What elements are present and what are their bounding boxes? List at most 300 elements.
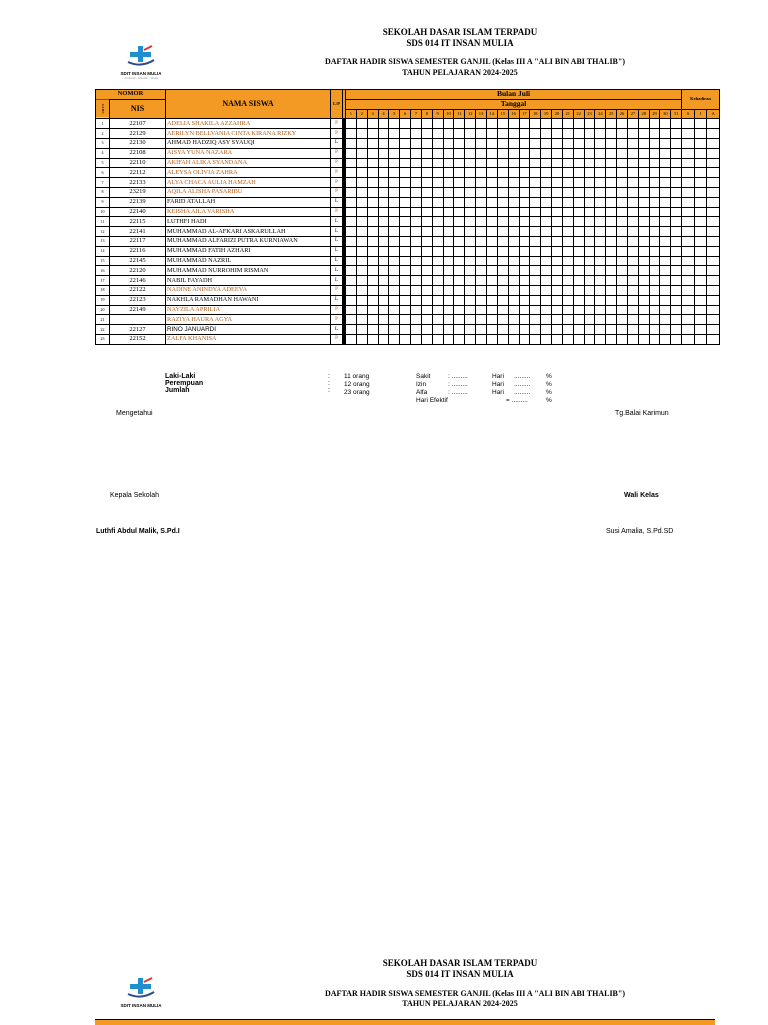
attendance-cell[interactable] xyxy=(432,148,443,158)
status-cell[interactable] xyxy=(707,138,720,148)
attendance-cell[interactable] xyxy=(400,295,411,305)
attendance-cell[interactable] xyxy=(476,266,487,276)
attendance-cell[interactable] xyxy=(638,217,649,227)
attendance-cell[interactable] xyxy=(508,246,519,256)
attendance-cell[interactable] xyxy=(497,315,508,325)
attendance-cell[interactable] xyxy=(454,325,465,335)
attendance-cell[interactable] xyxy=(367,236,378,246)
attendance-cell[interactable] xyxy=(617,295,628,305)
attendance-cell[interactable] xyxy=(627,236,638,246)
attendance-cell[interactable] xyxy=(465,148,476,158)
attendance-cell[interactable] xyxy=(638,236,649,246)
status-cell[interactable] xyxy=(707,285,720,295)
attendance-cell[interactable] xyxy=(595,256,606,266)
attendance-cell[interactable] xyxy=(530,197,541,207)
attendance-cell[interactable] xyxy=(346,148,357,158)
attendance-cell[interactable] xyxy=(356,178,367,188)
attendance-cell[interactable] xyxy=(432,187,443,197)
attendance-cell[interactable] xyxy=(638,256,649,266)
attendance-cell[interactable] xyxy=(508,285,519,295)
attendance-cell[interactable] xyxy=(346,119,357,129)
attendance-cell[interactable] xyxy=(519,178,530,188)
attendance-cell[interactable] xyxy=(411,295,422,305)
attendance-cell[interactable] xyxy=(617,276,628,286)
attendance-cell[interactable] xyxy=(454,295,465,305)
attendance-cell[interactable] xyxy=(660,236,671,246)
status-cell[interactable] xyxy=(682,119,695,129)
attendance-cell[interactable] xyxy=(476,295,487,305)
attendance-cell[interactable] xyxy=(421,217,432,227)
status-cell[interactable] xyxy=(707,129,720,139)
status-cell[interactable] xyxy=(694,276,707,286)
attendance-cell[interactable] xyxy=(671,285,682,295)
attendance-cell[interactable] xyxy=(356,158,367,168)
attendance-cell[interactable] xyxy=(356,325,367,335)
attendance-cell[interactable] xyxy=(573,227,584,237)
attendance-cell[interactable] xyxy=(346,138,357,148)
attendance-cell[interactable] xyxy=(617,266,628,276)
attendance-cell[interactable] xyxy=(367,276,378,286)
attendance-cell[interactable] xyxy=(617,187,628,197)
attendance-cell[interactable] xyxy=(617,325,628,335)
attendance-cell[interactable] xyxy=(541,129,552,139)
attendance-cell[interactable] xyxy=(530,285,541,295)
attendance-cell[interactable] xyxy=(573,217,584,227)
attendance-cell[interactable] xyxy=(627,138,638,148)
attendance-cell[interactable] xyxy=(389,236,400,246)
status-cell[interactable] xyxy=(682,305,695,315)
attendance-cell[interactable] xyxy=(660,197,671,207)
attendance-cell[interactable] xyxy=(584,168,595,178)
attendance-cell[interactable] xyxy=(367,325,378,335)
attendance-cell[interactable] xyxy=(552,276,563,286)
attendance-cell[interactable] xyxy=(356,256,367,266)
status-cell[interactable] xyxy=(694,119,707,129)
attendance-cell[interactable] xyxy=(671,217,682,227)
attendance-cell[interactable] xyxy=(584,187,595,197)
attendance-cell[interactable] xyxy=(595,246,606,256)
attendance-cell[interactable] xyxy=(660,168,671,178)
attendance-cell[interactable] xyxy=(367,217,378,227)
status-cell[interactable] xyxy=(707,148,720,158)
status-cell[interactable] xyxy=(694,148,707,158)
attendance-cell[interactable] xyxy=(541,138,552,148)
attendance-cell[interactable] xyxy=(454,246,465,256)
attendance-cell[interactable] xyxy=(671,256,682,266)
attendance-cell[interactable] xyxy=(671,207,682,217)
attendance-cell[interactable] xyxy=(432,217,443,227)
attendance-cell[interactable] xyxy=(541,276,552,286)
attendance-cell[interactable] xyxy=(465,236,476,246)
attendance-cell[interactable] xyxy=(378,325,389,335)
attendance-cell[interactable] xyxy=(389,207,400,217)
attendance-cell[interactable] xyxy=(389,334,400,344)
attendance-cell[interactable] xyxy=(443,138,454,148)
status-cell[interactable] xyxy=(682,295,695,305)
attendance-cell[interactable] xyxy=(541,217,552,227)
attendance-cell[interactable] xyxy=(367,256,378,266)
attendance-cell[interactable] xyxy=(562,148,573,158)
attendance-cell[interactable] xyxy=(627,197,638,207)
attendance-cell[interactable] xyxy=(617,119,628,129)
attendance-cell[interactable] xyxy=(400,236,411,246)
attendance-cell[interactable] xyxy=(562,217,573,227)
status-cell[interactable] xyxy=(694,315,707,325)
attendance-cell[interactable] xyxy=(660,325,671,335)
attendance-cell[interactable] xyxy=(552,168,563,178)
attendance-cell[interactable] xyxy=(660,119,671,129)
attendance-cell[interactable] xyxy=(411,207,422,217)
attendance-cell[interactable] xyxy=(562,187,573,197)
status-cell[interactable] xyxy=(682,217,695,227)
attendance-cell[interactable] xyxy=(497,158,508,168)
attendance-cell[interactable] xyxy=(508,276,519,286)
attendance-cell[interactable] xyxy=(411,236,422,246)
attendance-cell[interactable] xyxy=(617,178,628,188)
status-cell[interactable] xyxy=(694,236,707,246)
attendance-cell[interactable] xyxy=(378,187,389,197)
attendance-cell[interactable] xyxy=(627,285,638,295)
attendance-cell[interactable] xyxy=(530,138,541,148)
attendance-cell[interactable] xyxy=(443,315,454,325)
attendance-cell[interactable] xyxy=(617,246,628,256)
attendance-cell[interactable] xyxy=(432,246,443,256)
attendance-cell[interactable] xyxy=(497,138,508,148)
attendance-cell[interactable] xyxy=(627,295,638,305)
attendance-cell[interactable] xyxy=(508,325,519,335)
attendance-cell[interactable] xyxy=(432,305,443,315)
attendance-cell[interactable] xyxy=(432,158,443,168)
attendance-cell[interactable] xyxy=(486,119,497,129)
attendance-cell[interactable] xyxy=(476,334,487,344)
attendance-cell[interactable] xyxy=(573,148,584,158)
attendance-cell[interactable] xyxy=(389,246,400,256)
attendance-cell[interactable] xyxy=(541,325,552,335)
attendance-cell[interactable] xyxy=(562,246,573,256)
attendance-cell[interactable] xyxy=(400,148,411,158)
attendance-cell[interactable] xyxy=(443,119,454,129)
attendance-cell[interactable] xyxy=(476,256,487,266)
attendance-cell[interactable] xyxy=(497,276,508,286)
attendance-cell[interactable] xyxy=(519,129,530,139)
attendance-cell[interactable] xyxy=(584,207,595,217)
attendance-cell[interactable] xyxy=(356,295,367,305)
status-cell[interactable] xyxy=(707,168,720,178)
attendance-cell[interactable] xyxy=(649,334,660,344)
attendance-cell[interactable] xyxy=(627,246,638,256)
attendance-cell[interactable] xyxy=(389,187,400,197)
attendance-cell[interactable] xyxy=(367,246,378,256)
attendance-cell[interactable] xyxy=(465,325,476,335)
status-cell[interactable] xyxy=(694,246,707,256)
attendance-cell[interactable] xyxy=(638,295,649,305)
attendance-cell[interactable] xyxy=(367,197,378,207)
attendance-cell[interactable] xyxy=(573,197,584,207)
attendance-cell[interactable] xyxy=(476,187,487,197)
attendance-cell[interactable] xyxy=(432,138,443,148)
attendance-cell[interactable] xyxy=(486,236,497,246)
attendance-cell[interactable] xyxy=(346,197,357,207)
attendance-cell[interactable] xyxy=(389,285,400,295)
attendance-cell[interactable] xyxy=(454,217,465,227)
attendance-cell[interactable] xyxy=(346,246,357,256)
attendance-cell[interactable] xyxy=(606,256,617,266)
status-cell[interactable] xyxy=(682,227,695,237)
attendance-cell[interactable] xyxy=(627,305,638,315)
attendance-cell[interactable] xyxy=(627,178,638,188)
attendance-cell[interactable] xyxy=(400,207,411,217)
attendance-cell[interactable] xyxy=(443,266,454,276)
attendance-cell[interactable] xyxy=(519,236,530,246)
attendance-cell[interactable] xyxy=(606,138,617,148)
attendance-cell[interactable] xyxy=(541,119,552,129)
attendance-cell[interactable] xyxy=(671,168,682,178)
attendance-cell[interactable] xyxy=(486,276,497,286)
attendance-cell[interactable] xyxy=(346,236,357,246)
attendance-cell[interactable] xyxy=(378,256,389,266)
attendance-cell[interactable] xyxy=(627,187,638,197)
attendance-cell[interactable] xyxy=(638,148,649,158)
attendance-cell[interactable] xyxy=(389,325,400,335)
attendance-cell[interactable] xyxy=(497,178,508,188)
attendance-cell[interactable] xyxy=(660,207,671,217)
attendance-cell[interactable] xyxy=(486,256,497,266)
attendance-cell[interactable] xyxy=(638,129,649,139)
attendance-cell[interactable] xyxy=(508,207,519,217)
attendance-cell[interactable] xyxy=(367,295,378,305)
attendance-cell[interactable] xyxy=(411,266,422,276)
attendance-cell[interactable] xyxy=(541,305,552,315)
attendance-cell[interactable] xyxy=(454,197,465,207)
attendance-cell[interactable] xyxy=(476,285,487,295)
attendance-cell[interactable] xyxy=(356,285,367,295)
attendance-cell[interactable] xyxy=(552,119,563,129)
attendance-cell[interactable] xyxy=(595,158,606,168)
attendance-cell[interactable] xyxy=(595,148,606,158)
attendance-cell[interactable] xyxy=(356,207,367,217)
attendance-cell[interactable] xyxy=(573,325,584,335)
attendance-cell[interactable] xyxy=(638,119,649,129)
attendance-cell[interactable] xyxy=(465,295,476,305)
attendance-cell[interactable] xyxy=(573,256,584,266)
attendance-cell[interactable] xyxy=(421,168,432,178)
attendance-cell[interactable] xyxy=(530,129,541,139)
attendance-cell[interactable] xyxy=(411,325,422,335)
attendance-cell[interactable] xyxy=(552,305,563,315)
attendance-cell[interactable] xyxy=(584,148,595,158)
attendance-cell[interactable] xyxy=(562,305,573,315)
attendance-cell[interactable] xyxy=(421,187,432,197)
attendance-cell[interactable] xyxy=(389,217,400,227)
attendance-cell[interactable] xyxy=(486,305,497,315)
attendance-cell[interactable] xyxy=(649,158,660,168)
attendance-cell[interactable] xyxy=(454,305,465,315)
attendance-cell[interactable] xyxy=(346,295,357,305)
attendance-cell[interactable] xyxy=(476,138,487,148)
attendance-cell[interactable] xyxy=(617,315,628,325)
attendance-cell[interactable] xyxy=(476,197,487,207)
status-cell[interactable] xyxy=(682,158,695,168)
attendance-cell[interactable] xyxy=(595,187,606,197)
attendance-cell[interactable] xyxy=(476,217,487,227)
attendance-cell[interactable] xyxy=(617,207,628,217)
attendance-cell[interactable] xyxy=(519,305,530,315)
status-cell[interactable] xyxy=(694,295,707,305)
attendance-cell[interactable] xyxy=(562,227,573,237)
attendance-cell[interactable] xyxy=(454,129,465,139)
attendance-cell[interactable] xyxy=(389,227,400,237)
attendance-cell[interactable] xyxy=(486,168,497,178)
attendance-cell[interactable] xyxy=(367,266,378,276)
attendance-cell[interactable] xyxy=(411,305,422,315)
attendance-cell[interactable] xyxy=(346,207,357,217)
attendance-cell[interactable] xyxy=(649,246,660,256)
attendance-cell[interactable] xyxy=(389,315,400,325)
attendance-cell[interactable] xyxy=(552,178,563,188)
status-cell[interactable] xyxy=(682,276,695,286)
attendance-cell[interactable] xyxy=(627,266,638,276)
attendance-cell[interactable] xyxy=(562,138,573,148)
attendance-cell[interactable] xyxy=(552,246,563,256)
attendance-cell[interactable] xyxy=(378,158,389,168)
attendance-cell[interactable] xyxy=(671,227,682,237)
attendance-cell[interactable] xyxy=(421,148,432,158)
attendance-cell[interactable] xyxy=(476,276,487,286)
attendance-cell[interactable] xyxy=(346,276,357,286)
attendance-cell[interactable] xyxy=(595,168,606,178)
attendance-cell[interactable] xyxy=(432,315,443,325)
status-cell[interactable] xyxy=(682,334,695,344)
attendance-cell[interactable] xyxy=(530,305,541,315)
attendance-cell[interactable] xyxy=(541,315,552,325)
attendance-cell[interactable] xyxy=(421,276,432,286)
attendance-cell[interactable] xyxy=(541,266,552,276)
attendance-cell[interactable] xyxy=(400,138,411,148)
attendance-cell[interactable] xyxy=(649,187,660,197)
attendance-cell[interactable] xyxy=(649,256,660,266)
attendance-cell[interactable] xyxy=(562,256,573,266)
attendance-cell[interactable] xyxy=(552,266,563,276)
attendance-cell[interactable] xyxy=(400,227,411,237)
attendance-cell[interactable] xyxy=(421,197,432,207)
attendance-cell[interactable] xyxy=(389,138,400,148)
status-cell[interactable] xyxy=(682,285,695,295)
attendance-cell[interactable] xyxy=(595,266,606,276)
attendance-cell[interactable] xyxy=(519,168,530,178)
attendance-cell[interactable] xyxy=(346,285,357,295)
attendance-cell[interactable] xyxy=(508,138,519,148)
attendance-cell[interactable] xyxy=(389,266,400,276)
attendance-cell[interactable] xyxy=(508,295,519,305)
attendance-cell[interactable] xyxy=(497,266,508,276)
attendance-cell[interactable] xyxy=(573,285,584,295)
attendance-cell[interactable] xyxy=(573,295,584,305)
attendance-cell[interactable] xyxy=(573,315,584,325)
attendance-cell[interactable] xyxy=(432,197,443,207)
attendance-cell[interactable] xyxy=(660,246,671,256)
attendance-cell[interactable] xyxy=(465,256,476,266)
attendance-cell[interactable] xyxy=(443,168,454,178)
attendance-cell[interactable] xyxy=(638,158,649,168)
attendance-cell[interactable] xyxy=(530,207,541,217)
attendance-cell[interactable] xyxy=(541,178,552,188)
attendance-cell[interactable] xyxy=(638,168,649,178)
attendance-cell[interactable] xyxy=(400,305,411,315)
attendance-cell[interactable] xyxy=(649,285,660,295)
attendance-cell[interactable] xyxy=(346,325,357,335)
attendance-cell[interactable] xyxy=(389,256,400,266)
attendance-cell[interactable] xyxy=(486,217,497,227)
attendance-cell[interactable] xyxy=(584,236,595,246)
attendance-cell[interactable] xyxy=(552,295,563,305)
attendance-cell[interactable] xyxy=(530,295,541,305)
attendance-cell[interactable] xyxy=(465,285,476,295)
attendance-cell[interactable] xyxy=(421,138,432,148)
attendance-cell[interactable] xyxy=(552,315,563,325)
attendance-cell[interactable] xyxy=(356,266,367,276)
attendance-cell[interactable] xyxy=(443,129,454,139)
attendance-cell[interactable] xyxy=(606,158,617,168)
status-cell[interactable] xyxy=(694,256,707,266)
attendance-cell[interactable] xyxy=(617,148,628,158)
attendance-cell[interactable] xyxy=(508,148,519,158)
status-cell[interactable] xyxy=(707,325,720,335)
attendance-cell[interactable] xyxy=(530,276,541,286)
attendance-cell[interactable] xyxy=(378,148,389,158)
attendance-cell[interactable] xyxy=(432,168,443,178)
attendance-cell[interactable] xyxy=(552,334,563,344)
attendance-cell[interactable] xyxy=(530,158,541,168)
attendance-cell[interactable] xyxy=(356,187,367,197)
attendance-cell[interactable] xyxy=(411,187,422,197)
attendance-cell[interactable] xyxy=(519,138,530,148)
attendance-cell[interactable] xyxy=(671,178,682,188)
attendance-cell[interactable] xyxy=(519,285,530,295)
attendance-cell[interactable] xyxy=(649,148,660,158)
attendance-cell[interactable] xyxy=(508,129,519,139)
attendance-cell[interactable] xyxy=(443,158,454,168)
attendance-cell[interactable] xyxy=(595,334,606,344)
attendance-cell[interactable] xyxy=(508,168,519,178)
attendance-cell[interactable] xyxy=(595,197,606,207)
attendance-cell[interactable] xyxy=(411,197,422,207)
attendance-cell[interactable] xyxy=(508,256,519,266)
attendance-cell[interactable] xyxy=(497,256,508,266)
attendance-cell[interactable] xyxy=(552,129,563,139)
attendance-cell[interactable] xyxy=(400,334,411,344)
attendance-cell[interactable] xyxy=(627,325,638,335)
attendance-cell[interactable] xyxy=(671,315,682,325)
attendance-cell[interactable] xyxy=(443,285,454,295)
attendance-cell[interactable] xyxy=(649,129,660,139)
attendance-cell[interactable] xyxy=(573,305,584,315)
attendance-cell[interactable] xyxy=(486,129,497,139)
attendance-cell[interactable] xyxy=(660,138,671,148)
attendance-cell[interactable] xyxy=(497,325,508,335)
attendance-cell[interactable] xyxy=(552,285,563,295)
attendance-cell[interactable] xyxy=(584,129,595,139)
attendance-cell[interactable] xyxy=(356,246,367,256)
attendance-cell[interactable] xyxy=(671,148,682,158)
attendance-cell[interactable] xyxy=(378,129,389,139)
attendance-cell[interactable] xyxy=(356,334,367,344)
attendance-cell[interactable] xyxy=(486,227,497,237)
status-cell[interactable] xyxy=(707,266,720,276)
attendance-cell[interactable] xyxy=(367,158,378,168)
attendance-cell[interactable] xyxy=(346,305,357,315)
attendance-cell[interactable] xyxy=(465,119,476,129)
attendance-cell[interactable] xyxy=(617,305,628,315)
